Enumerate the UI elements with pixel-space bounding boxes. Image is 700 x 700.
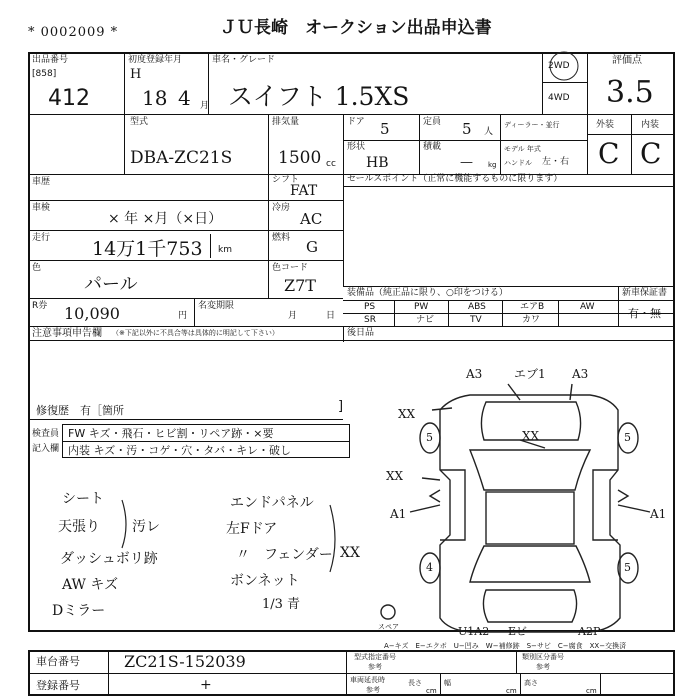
width-label: 幅 [444,679,451,687]
extended-label: 車両延長時 [350,676,385,684]
legend-row-2: 内装 キズ・汚・コゲ・穴・タバ・キレ・破し [68,444,292,457]
first-reg-label: 初度登録年月 [128,55,183,65]
color-code: Z7T [284,276,316,295]
history-label: 車歴 [32,177,51,187]
repair-close-bracket: ] [338,399,344,414]
equip-aw: AW [580,302,595,312]
name-change-day: 日 [326,311,336,321]
mark-tire-fr: 5 [624,431,631,444]
inspector-label: 検査員 [32,429,60,439]
equip-sr: SR [364,315,376,325]
equip-pw: PW [414,302,429,312]
note-right-1: エンドパネル [230,495,314,511]
mark-top-left: A3 [466,367,483,381]
new-car-warranty-value: 有・無 [628,307,661,320]
recycle-unit: 円 [178,311,188,321]
type-label: 型式 [130,117,149,127]
doors: 5 [380,120,390,138]
equip-abs: ABS [468,302,486,312]
mark-top-right: A3 [572,367,589,381]
mark-bottom-right: A2P [578,625,601,638]
new-car-warranty-label: 新車保証書 [622,288,668,298]
repair-value: 有［箇所 [80,404,124,417]
note-left-5: Dミラー [52,603,106,619]
dealer-label: ディーラー・並行 [504,121,560,129]
exterior-label: 外装 [596,120,615,130]
aftermarket-label: 後日品 [347,328,375,338]
interior-label: 内装 [641,120,660,130]
width-unit: cm [506,687,517,695]
chassis: ZC21S-152039 [124,652,246,671]
height-label: 高さ [524,679,538,687]
note-right-2: 左Fドア [226,521,278,537]
color-label: 色 [32,263,42,273]
year: 18 [142,86,168,110]
attention-label: 注意事項申告欄 [32,328,102,339]
name-change-label: 名変期限 [198,301,235,311]
attention-note: （※下記以外に不具合等は具体的に明記して下さい） [112,329,279,337]
equip-navi: ナビ [416,315,435,325]
capacity: 5 [462,120,472,138]
equip-leather: カワ [522,315,541,325]
mark-tire-rl: 4 [426,561,433,574]
inspection-value: × 年 ×月（×日） [108,211,223,227]
spare-label: スペア [378,623,399,631]
note-right-4: ボンネット [230,573,300,589]
era: H [130,67,142,82]
shift: FAT [290,183,318,199]
extended-ref: 参考 [366,686,380,694]
chassis-label: 車台番号 [36,655,80,668]
length-unit: cm [426,687,437,695]
mark-center-xx: XX [522,429,540,443]
score-label: 評価点 [612,55,642,66]
note-left-suffix: 汚レ [132,519,160,535]
mark-left-xx-top: XX [398,407,416,421]
mark-left-xx-mid: XX [386,469,404,483]
load: — [460,155,473,170]
mark-left-a1: A1 [390,507,407,521]
model-year-label: モデル 年式 [504,145,541,153]
class-label: 類別区分番号 [522,653,564,661]
note-right-suffix: XX [340,545,360,561]
mark-top-center: エブ1 [514,367,546,381]
fuel-label: 燃料 [272,233,291,243]
interior-grade: C [640,137,662,170]
displacement-unit: cc [326,159,336,169]
handle-options: 左・右 [542,157,570,167]
serial-number: * 0002009 * [28,25,119,40]
displacement: 1500 [278,148,322,168]
legend-row-1: FW キズ・飛石・ヒビ割・リペア跡・×要 [68,427,274,440]
lot-number: 412 [48,86,90,111]
length-label: 長さ [408,679,422,687]
note-left-2: 天張り [58,519,100,535]
type-designation-label: 型式指定番号 [354,653,396,661]
month-unit: 月 [200,101,210,111]
load-unit: kg [488,161,497,169]
note-left-3: ダッシュボリ跡 [60,551,158,567]
note-right-3: 〃 フェンダー [236,547,333,563]
mileage-label: 走行 [32,233,51,243]
class-ref: 参考 [536,663,550,671]
month: 4 [178,86,191,110]
body: HB [366,155,389,171]
mileage: 14万1千753 [92,238,203,260]
drive-4wd: 4WD [548,93,570,103]
diagram-legend: A−キズ E−エクボ U−凹み W−補修跡 S−サビ C−腐食 XX−交換済 [384,642,627,650]
model-grade: スイフト 1.5XS [228,82,410,111]
shift-label: シフト [272,175,300,185]
fuel: G [306,238,318,256]
exterior-grade: C [598,137,620,170]
equip-tv: TV [470,315,482,325]
capacity-unit: 人 [484,127,494,137]
model-grade-label: 車名・グレード [212,55,276,65]
note-left-1: シート [62,491,104,507]
mark-right-a1: A1 [650,507,667,521]
repair-label: 修復歴 [36,404,69,417]
equip-airbag: エアB [520,302,545,312]
name-change-month: 月 [288,311,298,321]
handle-label: ハンドル [504,159,532,167]
inspection-label: 車検 [32,203,51,213]
drive-2wd: 2WD [548,61,570,71]
lot-code: [858] [32,69,57,79]
load-label: 積載 [423,142,442,152]
entry-label: 記入欄 [32,444,60,454]
mark-tire-rr: 5 [624,561,631,574]
height-unit: cm [586,687,597,695]
reg-value: + [200,677,212,693]
ac: AC [300,210,323,228]
mileage-unit: km [218,245,232,255]
score: 3.5 [606,75,654,110]
note-right-5: 1/3 青 [262,597,301,612]
ac-label: 冷房 [272,203,291,213]
color-code-label: 色コード [272,263,309,273]
color: パール [84,274,138,295]
doors-label: ドア [347,117,365,127]
capacity-label: 定員 [423,117,442,127]
mark-bottom-left: U1A2 [458,625,490,638]
equip-label: 装備品（純正品に限り、○印をつける） [347,288,508,298]
sales-point-label: セールスポイント（正常に機能するものに限ります） [347,174,563,184]
note-left-4: AW キズ [62,577,119,593]
sheet-title: ＪＵ長崎 オークション出品申込書 [220,18,492,38]
type-designation-ref: 参考 [368,663,382,671]
mark-tire-fl: 5 [426,431,433,444]
lot-label: 出品番号 [32,55,69,65]
type: DBA-ZC21S [130,148,233,168]
mark-bottom-center: Eビ [508,625,528,638]
recycle-label: R券 [32,301,48,311]
body-label: 形状 [347,142,366,152]
equip-ps: PS [364,302,376,312]
reg-label: 登録番号 [36,679,80,692]
displacement-label: 排気量 [272,117,300,127]
recycle-value: 10,090 [64,304,120,323]
